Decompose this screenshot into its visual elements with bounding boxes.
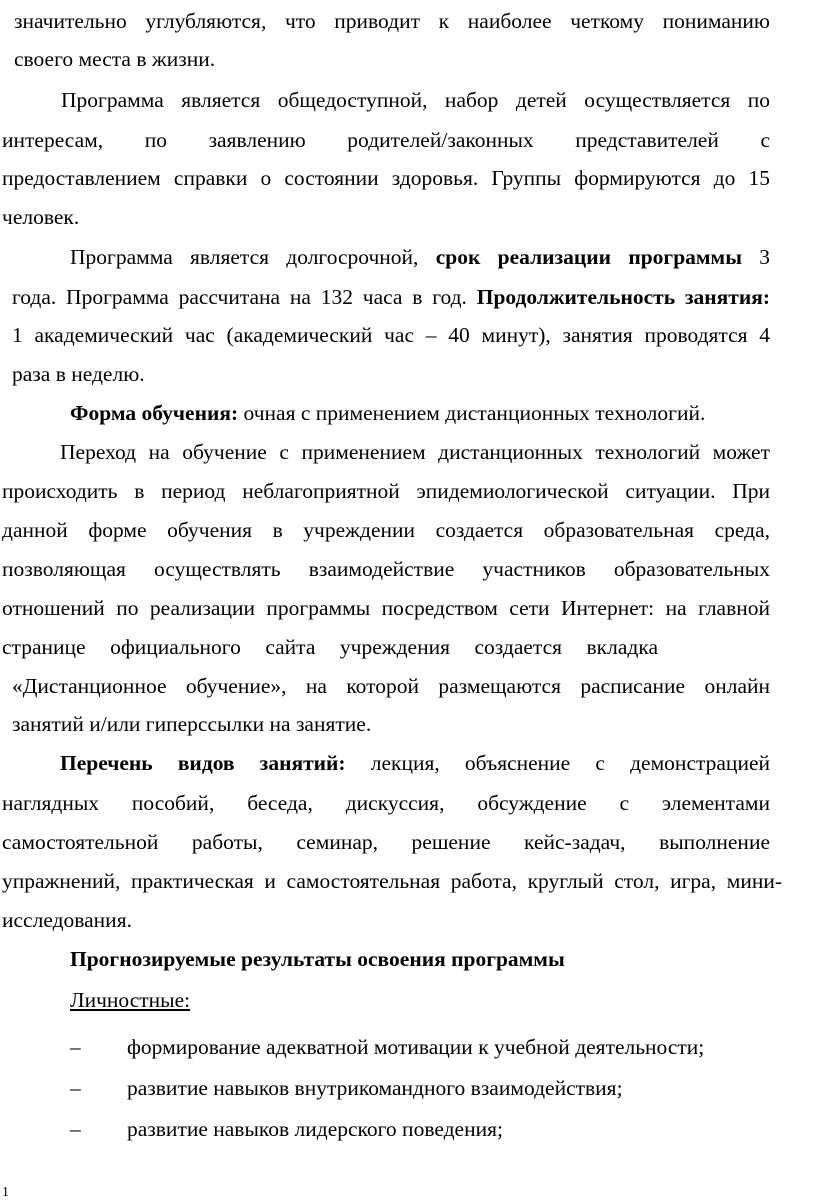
paragraph-4-line-1: Переход на обучение с применением дистанционных технологий может [60,440,770,464]
form-of-education-label: Форма обучения: [70,401,239,425]
lesson-types-label: Перечень видов занятий: [60,751,346,775]
lesson-duration-label: Продолжительность занятия: [476,285,770,309]
paragraph-4-line-3: данной форме обучения в учреждении создается образовательная среда, [2,518,770,542]
paragraph-4-line-7: «Дистанционное обучение», на которой размещаются расписание онлайн [12,674,770,698]
paragraph-3-line-3: 1 академический час (академический час – 40 минут), занятия проводятся 4 [12,323,770,347]
bullet-3-text: развитие навыков лидерского поведения; [127,1117,503,1141]
paragraph-2-line-2: интересам, по заявлению родителей/законных представителей с [2,128,770,152]
results-heading-text: Прогнозируемые результаты освоения программы [70,947,565,971]
paragraph-2-line-1: Программа является общедоступной, набор детей осуществляется по [61,88,770,112]
paragraph-4-line-8: занятий и/или гиперссылки на занятие. [12,712,372,736]
paragraph-4-line-2: происходить в период неблагоприятной эпидемиологической ситуации. При [2,479,770,503]
paragraph-4-line-4: позволяющая осуществлять взаимодействие участников образовательных [2,557,770,581]
paragraph-2-line-3: предоставлением справки о состоянии здоровья. Группы формируются до 15 [2,166,770,190]
paragraph-5-line-2: наглядных пособий, беседа, дискуссия, обсуждение с элементами [2,791,770,815]
paragraph-3-line-1 [70,242,770,272]
paragraph-5-line-3: самостоятельной работы, семинар, решение кейс-задач, выполнение [2,830,770,854]
bullet-1-text: формирование адекватной мотивации к учебной деятельности; [127,1035,705,1059]
paragraph-1-line-2: своего места в жизни. [14,47,216,71]
paragraph-4-line-6: странице официального сайта учреждения создается вкладка [2,635,658,659]
bullet-3-marker: – [70,1117,81,1141]
paragraph-2-line-4: человек. [2,205,80,229]
paragraph-1-line-1: значительно углубляются, что приводит к наиболее четкому пониманию [14,9,770,33]
form-of-education-text: очная с применением дистанционных технологий. [243,401,706,425]
paragraph-3-line-2 [12,282,770,312]
bullet-2-marker: – [70,1076,81,1100]
paragraph-4-line-5: отношений по реализации программы посредством сети Интернет: на главной [2,596,770,620]
paragraph-5-line-4: упражнений, практическая и самостоятельная работа, круглый стол, игра, мини- [2,869,782,893]
paragraph-5-line-5: исследования. [2,908,132,932]
form-of-education [70,398,705,428]
paragraph-3-line-4: раза в неделю. [12,362,145,386]
bullet-2-text: развитие навыков внутрикомандного взаимодействия; [127,1076,623,1100]
bullet-1-marker: – [70,1035,81,1059]
hours-text: года. Программа рассчитана на 132 часа в год. [12,285,467,309]
results-heading [70,944,565,974]
term-duration-label: срок реализации программы [435,245,742,269]
paragraph-3-text: Программа является долгосрочной, [70,245,419,269]
personal-results-heading: Личностные: [70,988,191,1012]
term-duration-value: 3 [759,245,771,269]
lesson-types-text: лекция, объяснение с демонстрацией [370,751,770,775]
paragraph-5-line-1 [60,748,770,778]
footnote-marker: 1 [2,1185,9,1200]
